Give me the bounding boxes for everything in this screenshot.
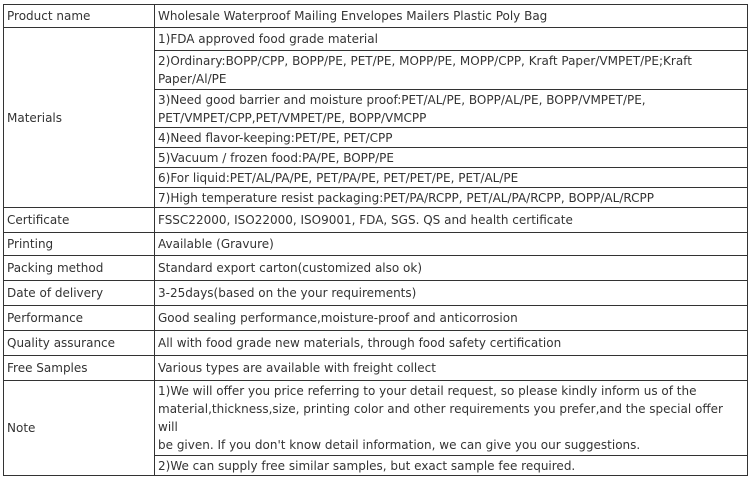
printing-label: Printing: [4, 233, 155, 256]
row-materials-1: [4, 28, 748, 51]
row-free-samples: [4, 356, 748, 381]
row-note-1: [4, 381, 748, 456]
row-performance: [4, 306, 748, 331]
samples-label: Free Samples: [4, 356, 155, 381]
samples-value: Various types are available with freight collect: [155, 356, 748, 381]
note-label: Note: [4, 381, 155, 476]
printing-value: Available (Gravure): [155, 233, 748, 256]
note-item-1-line-3: be given. If you don't know detail information, we can give you our suggestions.: [158, 438, 641, 452]
note-item-2: 2)We can supply free similar samples, but exact sample fee required.: [155, 456, 748, 476]
row-packing-method: [4, 256, 748, 281]
quality-value: All with food grade new materials, through food safety certification: [155, 331, 748, 356]
row-certificate: [4, 208, 748, 233]
product-name-value: Wholesale Waterproof Mailing Envelopes Mailers Plastic Poly Bag: [155, 5, 748, 28]
note-item-1-line-2: material,thickness,size, printing color and other requirements you prefer,and the special offer will: [158, 402, 723, 434]
packing-method-label: Packing method: [4, 256, 155, 281]
materials-item-5: 5)Vacuum / frozen food:PA/PE, BOPP/PE: [155, 148, 748, 168]
row-printing: [4, 233, 748, 256]
delivery-label: Date of delivery: [4, 281, 155, 306]
materials-item-4: 4)Need flavor-keeping:PET/PE, PET/CPP: [155, 128, 748, 148]
product-spec-table: [3, 4, 748, 476]
materials-item-2: 2)Ordinary:BOPP/CPP, BOPP/PE, PET/PE, MOPP/PE, MOPP/CPP, Kraft Paper/VMPET/PE;Kraft Paper/Al/PE: [155, 51, 748, 90]
row-product-name: [4, 5, 748, 28]
materials-item-3: 3)Need good barrier and moisture proof:PET/AL/PE, BOPP/AL/PE, BOPP/VMPET/PE, PET/VMPET/CPP,PET/VMPET/PE, BOPP/VMCPP: [155, 90, 748, 128]
row-quality-assurance: [4, 331, 748, 356]
quality-label: Quality assurance: [4, 331, 155, 356]
materials-item-7: 7)High temperature resist packaging:PET/PA/RCPP, PET/AL/PA/RCPP, BOPP/AL/RCPP: [155, 188, 748, 208]
certificate-value: FSSC22000, ISO22000, ISO9001, FDA, SGS. QS and health certificate: [155, 208, 748, 233]
row-date-of-delivery: [4, 281, 748, 306]
materials-label: Materials: [4, 28, 155, 208]
note-item-1: [155, 381, 748, 456]
product-name-label: Product name: [4, 5, 155, 28]
note-item-1-line-1: 1)We will offer you price referring to your detail request, so please kindly inform us of the: [158, 384, 697, 398]
packing-method-value: Standard export carton(customized also ok): [155, 256, 748, 281]
performance-label: Performance: [4, 306, 155, 331]
materials-item-1: 1)FDA approved food grade material: [155, 28, 748, 51]
performance-value: Good sealing performance,moisture-proof and anticorrosion: [155, 306, 748, 331]
materials-item-6: 6)For liquid:PET/AL/PA/PE, PET/PA/PE, PET/PET/PE, PET/AL/PE: [155, 168, 748, 188]
delivery-value: 3-25days(based on the your requirements): [155, 281, 748, 306]
certificate-label: Certificate: [4, 208, 155, 233]
